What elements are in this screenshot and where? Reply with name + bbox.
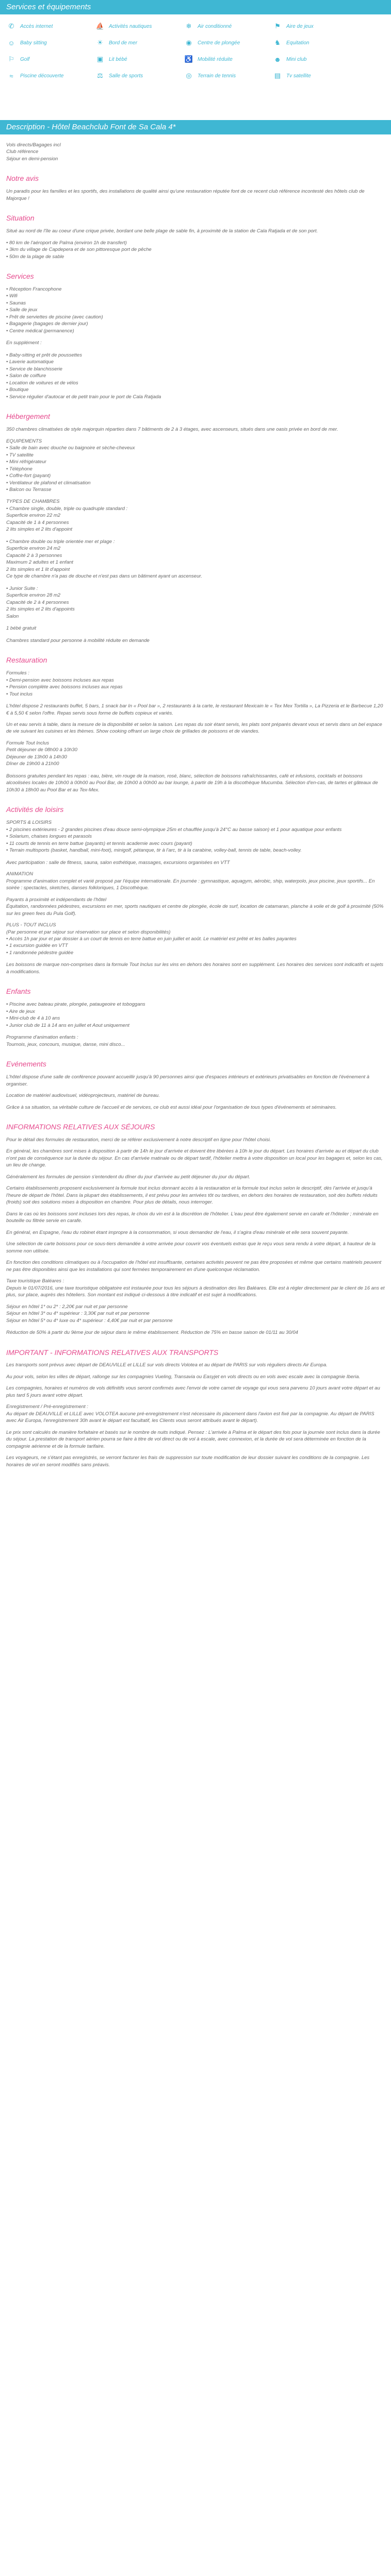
equipments-grid (7, 21, 384, 81)
horse-icon: ♞ (274, 39, 281, 46)
equipments-section (0, 14, 391, 120)
beach-icon: ☀ (97, 39, 103, 46)
infos-text-3: Généralement les formules de pension s'entendent du dîner du jour d'arrivée au petit déjeuner du jour du départ. (6, 1174, 251, 1180)
list-item (6, 580, 385, 585)
equipment-label: Terrain de tennis (198, 73, 236, 79)
restauration-formula (6, 670, 385, 698)
list-item: • Terrain multisports (basket, handball, mini-foot), minigolf, pétanque, tir à l'arc, tir à la carabine, volley-ball, tennis de table, beach-volley. (6, 848, 302, 854)
list-item: Salon (6, 613, 19, 619)
evenements-text-1: L'hôtel dispose d'une salle de conférence pouvant accueillir jusqu'à 90 personnes ainsi que d'espaces intérieurs et extérieurs privatisables en fonction de l'événement à organiser. (6, 1074, 370, 1087)
list-item: • Chambre single, double, triple ou quadruple standard : (6, 505, 128, 512)
enreg-title: Enregistrement / Pré-enregistrement : (6, 1404, 88, 1410)
list-item: 2 lits simples et 2 lits d'appoints (6, 606, 75, 613)
list-item: Séjour en hôtel 5* ou 4* luxe ou 4* supérieur : 4,40€ par nuit et par personne (6, 1317, 173, 1324)
description-title: Description - Hôtel Beachclub Font de Sa Cala 4* (6, 123, 176, 131)
list-item: • 2 piscines extérieures - 2 grandes piscines d'eau douce semi-olympique 25m et chauffée jusqu'à 24°C au basse saison) et 1 pour aquatique pour enfants (6, 826, 342, 833)
animation-subtitle: ANIMATION (6, 871, 34, 877)
restauration-text-1: L'hôtel dispose 2 restaurants buffet, 5 bars, 1 snack bar In « Pool bar », 2 restaurants à la carte, le restaurant Mexicain le « Tex Mex Tortilla », La Pizzeria et le Barbecue 1,20 € à 5,50 € selon l'offre. Repas servis sous forme de buffets copieux et variés. (6, 703, 383, 716)
plus-list (6, 936, 385, 956)
list-item: • Pension complète avec boissons incluses aux repas (6, 684, 123, 690)
list-item: • TV satellite (6, 452, 34, 458)
list-item: • Ventilateur de plafond et climatisation (6, 480, 91, 486)
list-item: • Aire de jeux (6, 1008, 35, 1014)
list-item: • Laverie automatique (6, 359, 54, 365)
list-item (6, 620, 385, 625)
hebergement-text: 350 chambres climatisées de style majorquin réparties dans 7 bâtiments de 2 à 3 étages, avec ascenseurs, situés dans une oasis privée en bord de mer. (6, 427, 338, 433)
situation-text: Situé au nord de l'île au coeur d'une crique privée, bordant une belle plage de sable fin, à proximité de la station de Cala Ratjada et de son port. (6, 228, 318, 234)
list-item: • Piscine avec bateau pirate, plongée, pataugeoire et toboggans (6, 1002, 145, 1008)
equipment-item (7, 21, 96, 32)
list-item: 1 bébé gratuit (6, 625, 37, 632)
list-item: • 80 km de l'aéroport de Palma (environ 1h de transfert) (6, 240, 127, 246)
transports-heading: IMPORTANT - INFORMATIONS RELATIVES AUX TRANSPORTS (6, 1348, 219, 1357)
tout-inclus-text: Boissons gratuites pendant les repas : eau, bière, vin rouge de la maison, rosé, blanc, sélection de boissons rafraîchissantes, café et infusions, cocktails et boissons alcoolisées locales de 10h00 à 00h00 au Pool Bar, de 10h00 à 00h00 au bar lounge, à partir de 19h à la discothèque Mucumba. Sélection d'en-cas, de tartes et gâteaux de 10h30 à 18h00 au Pool Bar et au Tex-Mex. (6, 773, 378, 793)
list-item: • Coffre-fort (payant) (6, 473, 51, 479)
evenements-text-2: Location de matériel audiovisuel, vidéoprojecteurs, matériel de bureau. (6, 1093, 160, 1099)
gym-icon: ⚖ (97, 72, 103, 79)
equipment-item (96, 21, 185, 32)
list-item: • Solarium, chaises longues et parasols (6, 834, 92, 840)
plus-note: Les boissons de marque non-comprises dans la formule Tout Inclus sur les vins en dehors des horaires sont en supplément. Les horaires des services sont indicatifs et sujets à modifications. (6, 962, 383, 975)
list-item (6, 533, 385, 538)
list-item: • Réception Francophone (6, 286, 62, 292)
transports-text-3: Les compagnies, horaires et numéros de vols définitifs vous seront confirmés avec l'envoi de votre carnet de voyage qui vous sera parvenu 10 jours avant votre départ et au plus tard 5 jours avant votre départ. (6, 1385, 380, 1398)
list-item: • 1 excursion guidée en VTT (6, 943, 68, 949)
list-item: • Bagagerie (bagages de dernier jour) (6, 321, 88, 327)
list-item: • Location de voitures et de vélos (6, 380, 78, 386)
equipment-label: Mobilité réduite (198, 56, 233, 62)
list-item: • 3km du village de Capdepera et de son pittoresque port de pêche (6, 247, 152, 253)
list-item: Superficie environ 24 m2 (6, 546, 61, 552)
infos-text-6: En général, en Espagne, l'eau du robinet étant impropre à la consommation, si vous demandez de l'eau, il s'agira d'eau minérale et elle sera souvent payante. (6, 1229, 349, 1235)
list-item: • Service de blanchisserie (6, 366, 62, 372)
list-item: • Junior Suite : (6, 585, 38, 591)
equipment-label: Accès internet (20, 23, 53, 29)
equipment-label: Bord de mer (109, 40, 138, 46)
list-item: • Prêt de serviettes de piscine (avec caution) (6, 314, 103, 320)
taxe-text: Depuis le 01/07/2016, une taxe touristique obligatoire est instaurée pour tous les séjours à destination des îles Baléares. Elle est à régler directement par le client de 16 ans et plus, sur place, auprès des hôteliers. Son montant est indiqué ci-dessous à titre indicatif et est sujet à modifications. (6, 1285, 385, 1298)
list-item: • Demi-pension avec boissons incluses aux repas (6, 677, 114, 683)
equipment-item (273, 21, 362, 32)
list-item: Capacité de 1 à 4 personnes (6, 519, 69, 526)
list-item: • Service régulier d'autocar et de petit train pour le port de Cala Ratjada (6, 394, 161, 400)
equipment-label: Mini club (286, 56, 307, 62)
equipment-label: Aire de jeux (286, 23, 314, 29)
evenements-text-3: Grâce à sa situation, sa véritable culture de l'accueil et de services, ce club est aussi idéal pour l'organisation de tous types d'événements et séminaires. (6, 1104, 337, 1110)
sports-list (6, 826, 385, 854)
tout-inclus-title: Formule Tout Inclus (6, 740, 50, 746)
list-item: • Mini réfrigérateur (6, 459, 46, 465)
infos-text-8: En fonction des conditions climatiques ou à l'occupation de l'hôtel est insuffisante, certaines activités peuvent ne pas être proposées et même que certains matériels peuvent ne pas être disponibles ainsi que les installations qui sont fermées temporairement en d'une quelconque réclamation. (6, 1260, 382, 1273)
list-item: Déjeuner de 13h00 à 14h30 (6, 754, 67, 760)
services-payant-list (6, 352, 385, 400)
equipment-item (185, 70, 273, 81)
list-item: Superficie environ 22 m2 (6, 513, 61, 519)
list-item: • Accès 1h par jour et par dossier à un court de tennis en terre battue en juin juillet et août. Le matériel est prêté et les balles payantes (6, 936, 297, 942)
notre-avis-heading: Notre avis (6, 174, 39, 183)
infos-text-7: Une sélection de carte boissons pour ce sous-tiers demandée à votre arrivée pour couvrir vos éventuels extras que le reçu vous sera rendu à votre départ, à hauteur de la somme non utilisée. (6, 1241, 376, 1254)
transports-text-2: Au pour vols, selon les villes de départ, rallonge sur les compagnies Vueling, Transavia ou Easyjet en vols directs ou en vols avec escale avec la compagnie Iberia. (6, 1374, 361, 1380)
hebergement-heading: Hébergement (6, 412, 50, 421)
equipment-item (273, 70, 362, 81)
equipment-item (7, 37, 96, 48)
wheelchair-icon: ♿ (184, 55, 193, 63)
enfants-prog: Programme d'animation enfants : (6, 1035, 78, 1041)
equipment-label: Activités nautiques (109, 23, 152, 29)
services-heading: Services (6, 272, 34, 281)
equipements-subtitle: EQUIPEMENTS (6, 438, 42, 444)
list-item: • Salon de coiffure (6, 373, 46, 379)
types-note: Chambres standard pour personne à mobilité réduite en demande (6, 637, 150, 643)
equipment-label: Lit bébé (109, 56, 127, 62)
equipments-title: Services et équipements (6, 3, 91, 11)
list-item: Petit déjeuner de 08h00 à 10h30 (6, 747, 77, 753)
description-content (0, 134, 391, 1468)
list-item: Superficie environ 28 m2 (6, 592, 61, 599)
equipment-item (185, 21, 273, 32)
equipment-label: Salle de sports (109, 73, 143, 79)
pool-icon: ≈ (9, 72, 13, 80)
list-item: Formules : (6, 670, 29, 676)
tout-inclus-list (6, 747, 385, 767)
list-item: • 11 courts de tennis en terre battue (payants) et tennis academie avec cours (payant) (6, 840, 192, 846)
taxe-list (6, 1303, 385, 1324)
plus-subtitle: PLUS - TOUT INCLUS (6, 922, 56, 928)
list-item: Séjour en hôtel 3* ou 4* supérieur : 3,30€ par nuit et par personne (6, 1311, 150, 1317)
equipment-item (96, 70, 185, 81)
intro-line: Séjour en demi-pension (6, 156, 58, 162)
golf-icon: ⚐ (8, 55, 14, 63)
wifi-icon: ✆ (8, 22, 14, 30)
list-item: • Saunas (6, 300, 26, 306)
situation-list (6, 240, 385, 260)
list-item: • Wifi (6, 293, 18, 299)
list-item: • Mini-club de 4 à 10 ans (6, 1015, 60, 1022)
enfants-prog-text: Tournois, jeux, concours, musique, danse, mini disco... (6, 1041, 125, 1047)
snowflake-icon: ❄ (186, 22, 192, 30)
list-item: • Balcon ou Terrasse (6, 487, 52, 493)
list-item: • Junior club de 11 à 14 ans en juillet et Aout uniquement (6, 1022, 129, 1028)
boat-icon: ⛵ (95, 22, 105, 30)
equipment-label: Piscine découverte (20, 73, 64, 79)
infos-heading: INFORMATIONS RELATIVES AUX SÉJOURS (6, 1123, 155, 1131)
description-title-bar (0, 120, 391, 134)
tennis-icon: ◎ (186, 72, 192, 79)
list-item: Maximum 2 adultes et 1 enfant (6, 560, 73, 566)
list-item: Capacité 2 à 3 personnes (6, 552, 62, 558)
list-item: Capacité de 2 à 4 personnes (6, 599, 69, 605)
equipment-item (7, 70, 96, 81)
list-item: Séjour en hôtel 1* ou 2* : 2,20€ par nuit et par personne (6, 1303, 128, 1310)
types-subtitle: TYPES DE CHAMBRES (6, 499, 60, 505)
equipment-item (185, 37, 273, 48)
notre-avis-text: Un paradis pour les familles et les sportifs, des installations de qualité ainsi qu'une restauration réputée font de ce recent club référence incontesté des hôtels club de Majorque ! (6, 189, 365, 201)
infos-text-5: Dans le cas où les boissons sont incluses lors des repas, le choix du vin est à la discrétion de l'hôtelier. L'eau peut être également servie en carafe et l'hôtelier ; minérale en bouteille ou filtrée servie en carafe. (6, 1211, 379, 1224)
services-payant-intro: En supplément : (6, 340, 42, 346)
transports-text-1: Les transports sont prévus avec départ de DEAUVILLE et LILLE sur vols directs Volotea et au départ de PARIS sur vols réguliers directs Air Europa. (6, 1362, 328, 1368)
stroller-icon: ☺ (8, 39, 15, 47)
equipements-list (6, 445, 385, 493)
equipment-item (273, 54, 362, 65)
equipment-label: Baby sitting (20, 40, 47, 46)
payant-subtitle: Payants à proximité et indépendants de l'hôtel (6, 896, 107, 903)
list-item: 2 lits simples et 2 lits d'appoint (6, 527, 73, 533)
taxe-note: Réduction de 50% à partir du 9ème jour de séjour dans le même établissement. Réduction de 75% en basse saison de 01/11 au 30/04 (6, 1330, 298, 1336)
equipment-item (96, 54, 185, 65)
evenements-heading: Evénements (6, 1060, 46, 1069)
plus-text: (Par personne et par séjour sur réservation sur place et selon disponibilités) (6, 929, 171, 935)
list-item: Ce type de chambre n'a pas de douche et n'est pas dans un bâtiment ayant un ascenseur. (6, 573, 202, 580)
enreg-text: Au départ de DEAUVILLE et LILLE avec VOLOTEA aucune pré-enregistrement n'est nécessaire ils placement dans l'avion est fixé par la compagnie. Au départ de PARIS avec Air Europa, l'enregistrement 30h avant le départ est facultatif, les Clients vous seront attribués avant le départ). (6, 1411, 374, 1424)
activites-text: Avec participation : salle de fitness, sauna, salon esthétique, massages, excursions organisées en VTT (6, 859, 230, 866)
equipment-item (185, 54, 273, 65)
intro-line: Vols directs/Bagages incl (6, 142, 61, 148)
list-item: • Téléphone (6, 466, 32, 472)
equipment-label: Tv satellite (286, 73, 311, 79)
final-text: Les voyageurs, ne s'étant pas enregistrés, se verront facturer les frais de suppression sur toute modification de leur dossier suivant les conditions de la compagnie. Les horaires de vol en seront modifiés sans préavis. (6, 1455, 370, 1468)
crib-icon: ▣ (96, 55, 104, 63)
equipments-title-bar (0, 0, 391, 14)
kids-icon: ☻ (274, 55, 281, 63)
equipment-item (7, 54, 96, 65)
equipment-item (273, 37, 362, 48)
list-item: • 50m de la plage de sable (6, 253, 64, 260)
types-list (6, 505, 385, 632)
infos-text-1: Pour le détail des formules de restauration, merci de se référer exclusivement à notre descriptif en ligne pour l'hôtel choisi. (6, 1137, 271, 1143)
infos-text-4: Certains établissements proposent exclusivement la formule tout inclus donnant accès à la restauration et la formule tout inclus selon le descriptif, dès l'arrivée et jusqu'à l'heure de départ de l'hôtel. Dans la plupart des établissements, il est prévu pour les arrivées tôt ou tardives, en dehors des horaires de restauration, soit des buffets réduits (froids) soit des solutions mises à disposition en chambre. Pour plus de détails, nous interroger. (6, 1185, 378, 1206)
animation-text: Programme d'animation complet et varié proposé par l'équipe internationale. En journée : gymnastique, aquagym, aérobic, ship, waterpolo, jeux piscine, jeux sportifs... En soirée : spectacles, sketches, danses folkloriques, 1 Discothèque. (6, 878, 375, 891)
infos-text-2: En général, les chambres sont mises à disposition à partir de 14h le jour d'arrivée et doivent être libérées à 10h le jour du départ. Les horaires d'arrivée au et départ du club n'ont pas de conséquence sur la durée du séjour. En cas d'arrivée matinale ou de départ tardif, l'hôtelier mettra à votre disposition un local pour les bagages et, selon les cas, un lieu de change. (6, 1148, 383, 1168)
list-item: • Salle de jeux (6, 307, 38, 313)
tv-icon: ▤ (274, 72, 281, 79)
restauration-text-2: Un et eau servis à table, dans la mesure de la disponibilité et selon la saison. Les repas du soir étant servis, les plats sont préparés devant vous et servis dans un bel espace de vie suivant les cuisines et les thèmes. Show cooking offrant un large choix de grillades de poissons et de viandes. (6, 721, 382, 735)
services-list (6, 286, 385, 334)
equipment-label: Golf (20, 56, 30, 62)
playground-icon: ⚑ (274, 22, 281, 30)
list-item: • Boutique (6, 387, 29, 393)
list-item: • Salle de bain avec douche ou baignoire et sèche-cheveux (6, 445, 135, 451)
list-item: • Chambre double ou triple orientée mer et plage : (6, 538, 115, 545)
list-item: • 1 randonnée pédestre guidée (6, 950, 74, 956)
sports-subtitle: SPORTS & LOISIRS (6, 820, 52, 826)
list-item: 2 lits simples et 1 lit d'appoint (6, 566, 70, 572)
enfants-list (6, 1001, 385, 1029)
list-item: Dîner de 19h00 à 21h00 (6, 761, 59, 767)
enfants-heading: Enfants (6, 987, 31, 996)
taxe-title: Taxe touristique Baléares : (6, 1278, 64, 1284)
prix-text: Le prix sont calculés de manière forfaitaire et basés sur le nombre de nuits indiqué. Pensez : L'arrivée à Palma et le départ des fois pour la journée sont inclus dans la durée du séjour. La prestation de transport aérien pourra se faire à titre de vol direct ou de vol à escale, avec connexion, et la durée de vol sera déterminée en fonction de la compagnie aérienne et de la formule tarifaire. (6, 1429, 380, 1449)
activites-heading: Activités de loisirs (6, 805, 64, 814)
list-item: • Baby-sitting et prêt de poussettes (6, 352, 82, 358)
equipment-label: Equitation (286, 40, 309, 46)
list-item: • Tout inclus (6, 691, 33, 697)
equipment-item (96, 37, 185, 48)
diving-icon: ◉ (186, 39, 192, 46)
list-item: • Centre médical (permanence) (6, 328, 74, 334)
situation-heading: Situation (6, 214, 35, 223)
restauration-heading: Restauration (6, 656, 47, 665)
equipment-label: Air conditionné (198, 23, 232, 29)
equipment-label: Centre de plongée (198, 40, 240, 46)
intro-line: Club référence (6, 149, 39, 155)
payant-text: Équitation, randonnées pédestres, excursions en mer, sports nautiques et centre de plongée, école de surf, location de catamaran, planche à voile et de golf à proximité (50% sur les green fees du Pula Golf). (6, 904, 384, 917)
